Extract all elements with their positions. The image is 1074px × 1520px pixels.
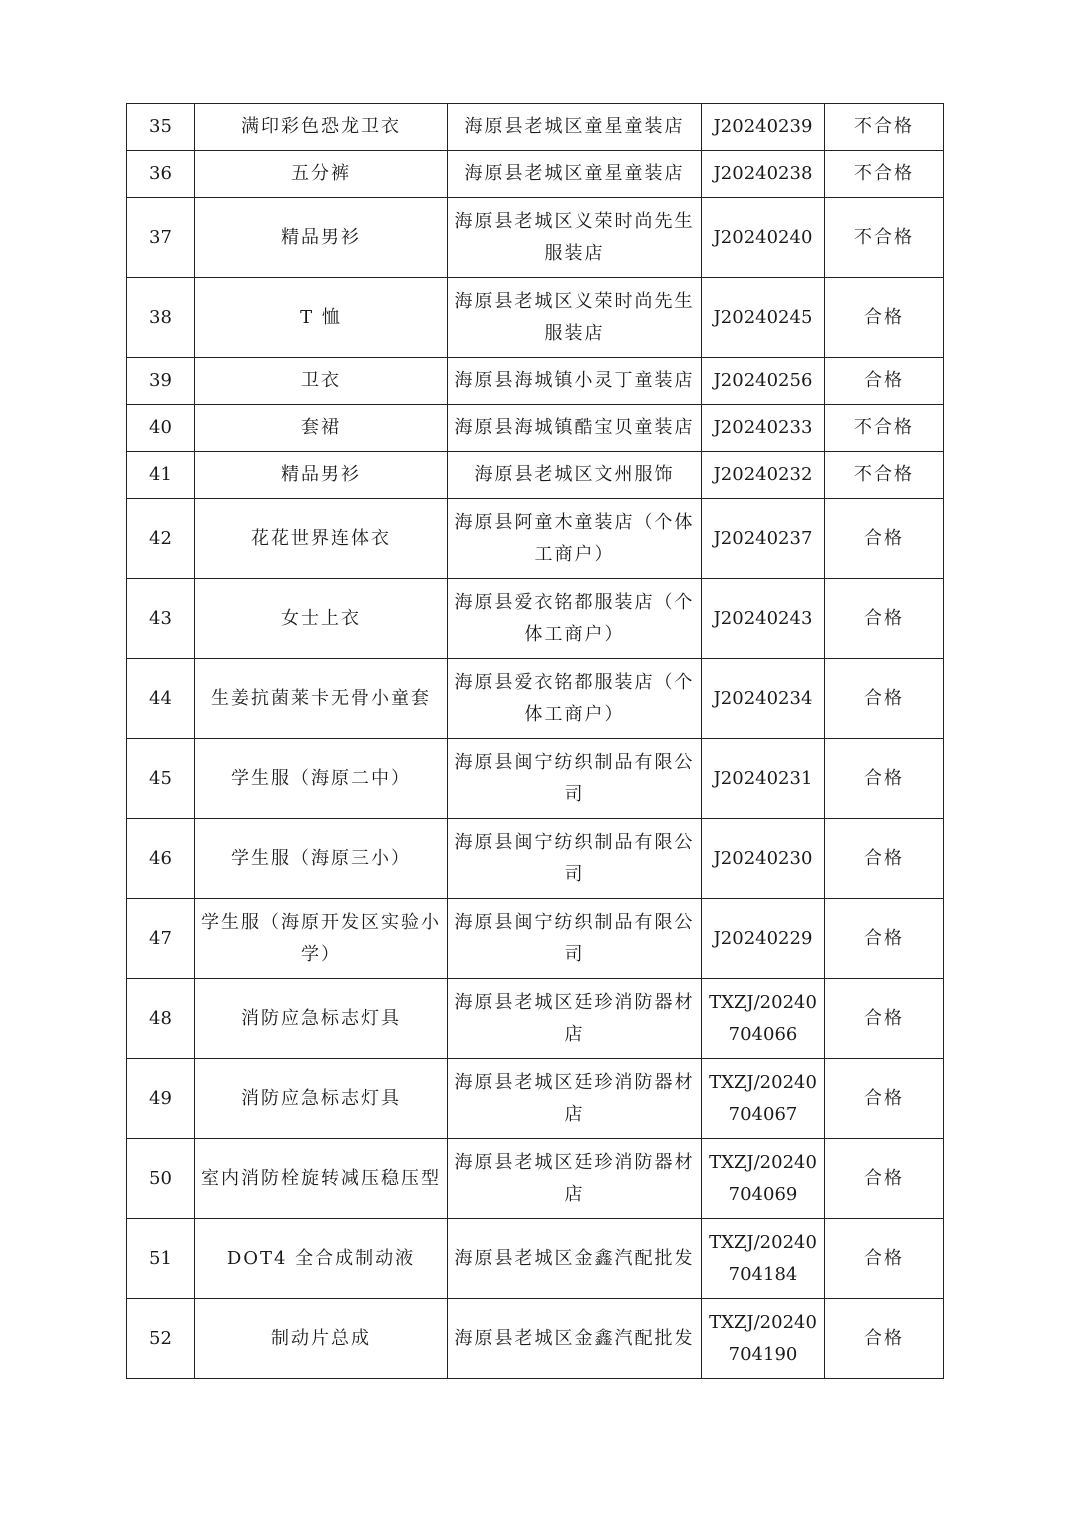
- inspection-result: 合格: [825, 1299, 944, 1379]
- sample-code: J20240245: [702, 278, 825, 358]
- product-name: 制动片总成: [195, 1299, 448, 1379]
- inspection-result: 合格: [825, 1059, 944, 1139]
- product-name: 套裙: [195, 405, 448, 452]
- sample-code: J20240230: [702, 819, 825, 899]
- inspection-result: 合格: [825, 659, 944, 739]
- table-row: [127, 452, 944, 499]
- row-number: 43: [127, 579, 195, 659]
- table-row: [127, 278, 944, 358]
- seller-name: 海原县老城区童星童装店: [448, 151, 702, 198]
- product-name: 卫衣: [195, 358, 448, 405]
- inspection-result: 合格: [825, 979, 944, 1059]
- row-number: 39: [127, 358, 195, 405]
- row-number: 38: [127, 278, 195, 358]
- seller-name: 海原县闽宁纺织制品有限公司: [448, 899, 702, 979]
- seller-name: 海原县爱衣铭都服装店（个体工商户）: [448, 659, 702, 739]
- inspection-result: 合格: [825, 1139, 944, 1219]
- sample-code: TXZJ/20240704184: [702, 1219, 825, 1299]
- sample-code: J20240233: [702, 405, 825, 452]
- sample-code: J20240240: [702, 198, 825, 278]
- table-row: [127, 659, 944, 739]
- inspection-result: 合格: [825, 358, 944, 405]
- row-number: 35: [127, 104, 195, 151]
- table-row: [127, 819, 944, 899]
- row-number: 47: [127, 899, 195, 979]
- seller-name: 海原县老城区廷珍消防器材店: [448, 1059, 702, 1139]
- product-name: 满印彩色恐龙卫衣: [195, 104, 448, 151]
- table-row: [127, 899, 944, 979]
- table-row: [127, 1059, 944, 1139]
- sample-code: TXZJ/20240704190: [702, 1299, 825, 1379]
- product-name: 生姜抗菌莱卡无骨小童套: [195, 659, 448, 739]
- product-name: 五分裤: [195, 151, 448, 198]
- product-name: 花花世界连体衣: [195, 499, 448, 579]
- sample-code: J20240234: [702, 659, 825, 739]
- table-row: [127, 739, 944, 819]
- table-row: [127, 1299, 944, 1379]
- product-name: DOT4 全合成制动液: [195, 1219, 448, 1299]
- inspection-result: 合格: [825, 899, 944, 979]
- table-row: [127, 1139, 944, 1219]
- inspection-result: 不合格: [825, 405, 944, 452]
- table-row: [127, 358, 944, 405]
- inspection-result: 不合格: [825, 151, 944, 198]
- product-name: 精品男衫: [195, 198, 448, 278]
- inspection-result: 合格: [825, 499, 944, 579]
- sample-code: J20240229: [702, 899, 825, 979]
- inspection-result: 合格: [825, 278, 944, 358]
- inspection-results-table: [126, 103, 944, 1379]
- row-number: 44: [127, 659, 195, 739]
- sample-code: TXZJ/20240704066: [702, 979, 825, 1059]
- inspection-result: 合格: [825, 819, 944, 899]
- seller-name: 海原县老城区金鑫汽配批发: [448, 1219, 702, 1299]
- seller-name: 海原县老城区义荣时尚先生服装店: [448, 278, 702, 358]
- product-name: 消防应急标志灯具: [195, 1059, 448, 1139]
- product-name: 女士上衣: [195, 579, 448, 659]
- row-number: 48: [127, 979, 195, 1059]
- product-name: 消防应急标志灯具: [195, 979, 448, 1059]
- row-number: 50: [127, 1139, 195, 1219]
- row-number: 51: [127, 1219, 195, 1299]
- product-name: 精品男衫: [195, 452, 448, 499]
- sample-code: TXZJ/20240704067: [702, 1059, 825, 1139]
- row-number: 46: [127, 819, 195, 899]
- inspection-result: 合格: [825, 579, 944, 659]
- row-number: 42: [127, 499, 195, 579]
- product-name: T 恤: [195, 278, 448, 358]
- product-name: 学生服（海原开发区实验小学）: [195, 899, 448, 979]
- sample-code: J20240243: [702, 579, 825, 659]
- seller-name: 海原县闽宁纺织制品有限公司: [448, 739, 702, 819]
- product-name: 学生服（海原二中）: [195, 739, 448, 819]
- product-name: 学生服（海原三小）: [195, 819, 448, 899]
- row-number: 52: [127, 1299, 195, 1379]
- seller-name: 海原县老城区廷珍消防器材店: [448, 979, 702, 1059]
- table-row: [127, 104, 944, 151]
- seller-name: 海原县老城区文州服饰: [448, 452, 702, 499]
- row-number: 41: [127, 452, 195, 499]
- sample-code: J20240237: [702, 499, 825, 579]
- sample-code: J20240238: [702, 151, 825, 198]
- row-number: 36: [127, 151, 195, 198]
- seller-name: 海原县爱衣铭都服装店（个体工商户）: [448, 579, 702, 659]
- seller-name: 海原县老城区义荣时尚先生服装店: [448, 198, 702, 278]
- row-number: 45: [127, 739, 195, 819]
- table-row: [127, 198, 944, 278]
- seller-name: 海原县老城区金鑫汽配批发: [448, 1299, 702, 1379]
- table-row: [127, 499, 944, 579]
- seller-name: 海原县闽宁纺织制品有限公司: [448, 819, 702, 899]
- seller-name: 海原县海城镇酷宝贝童装店: [448, 405, 702, 452]
- seller-name: 海原县老城区廷珍消防器材店: [448, 1139, 702, 1219]
- sample-code: TXZJ/20240704069: [702, 1139, 825, 1219]
- product-name: 室内消防栓旋转减压稳压型: [195, 1139, 448, 1219]
- table-row: [127, 979, 944, 1059]
- inspection-result: 不合格: [825, 104, 944, 151]
- row-number: 49: [127, 1059, 195, 1139]
- sample-code: J20240256: [702, 358, 825, 405]
- sample-code: J20240239: [702, 104, 825, 151]
- inspection-result: 合格: [825, 739, 944, 819]
- inspection-result: 不合格: [825, 198, 944, 278]
- seller-name: 海原县海城镇小灵丁童装店: [448, 358, 702, 405]
- row-number: 37: [127, 198, 195, 278]
- sample-code: J20240232: [702, 452, 825, 499]
- inspection-result: 合格: [825, 1219, 944, 1299]
- inspection-result: 不合格: [825, 452, 944, 499]
- sample-code: J20240231: [702, 739, 825, 819]
- table-row: [127, 405, 944, 452]
- table-row: [127, 579, 944, 659]
- row-number: 40: [127, 405, 195, 452]
- table-row: [127, 151, 944, 198]
- seller-name: 海原县阿童木童装店（个体工商户）: [448, 499, 702, 579]
- seller-name: 海原县老城区童星童装店: [448, 104, 702, 151]
- table-row: [127, 1219, 944, 1299]
